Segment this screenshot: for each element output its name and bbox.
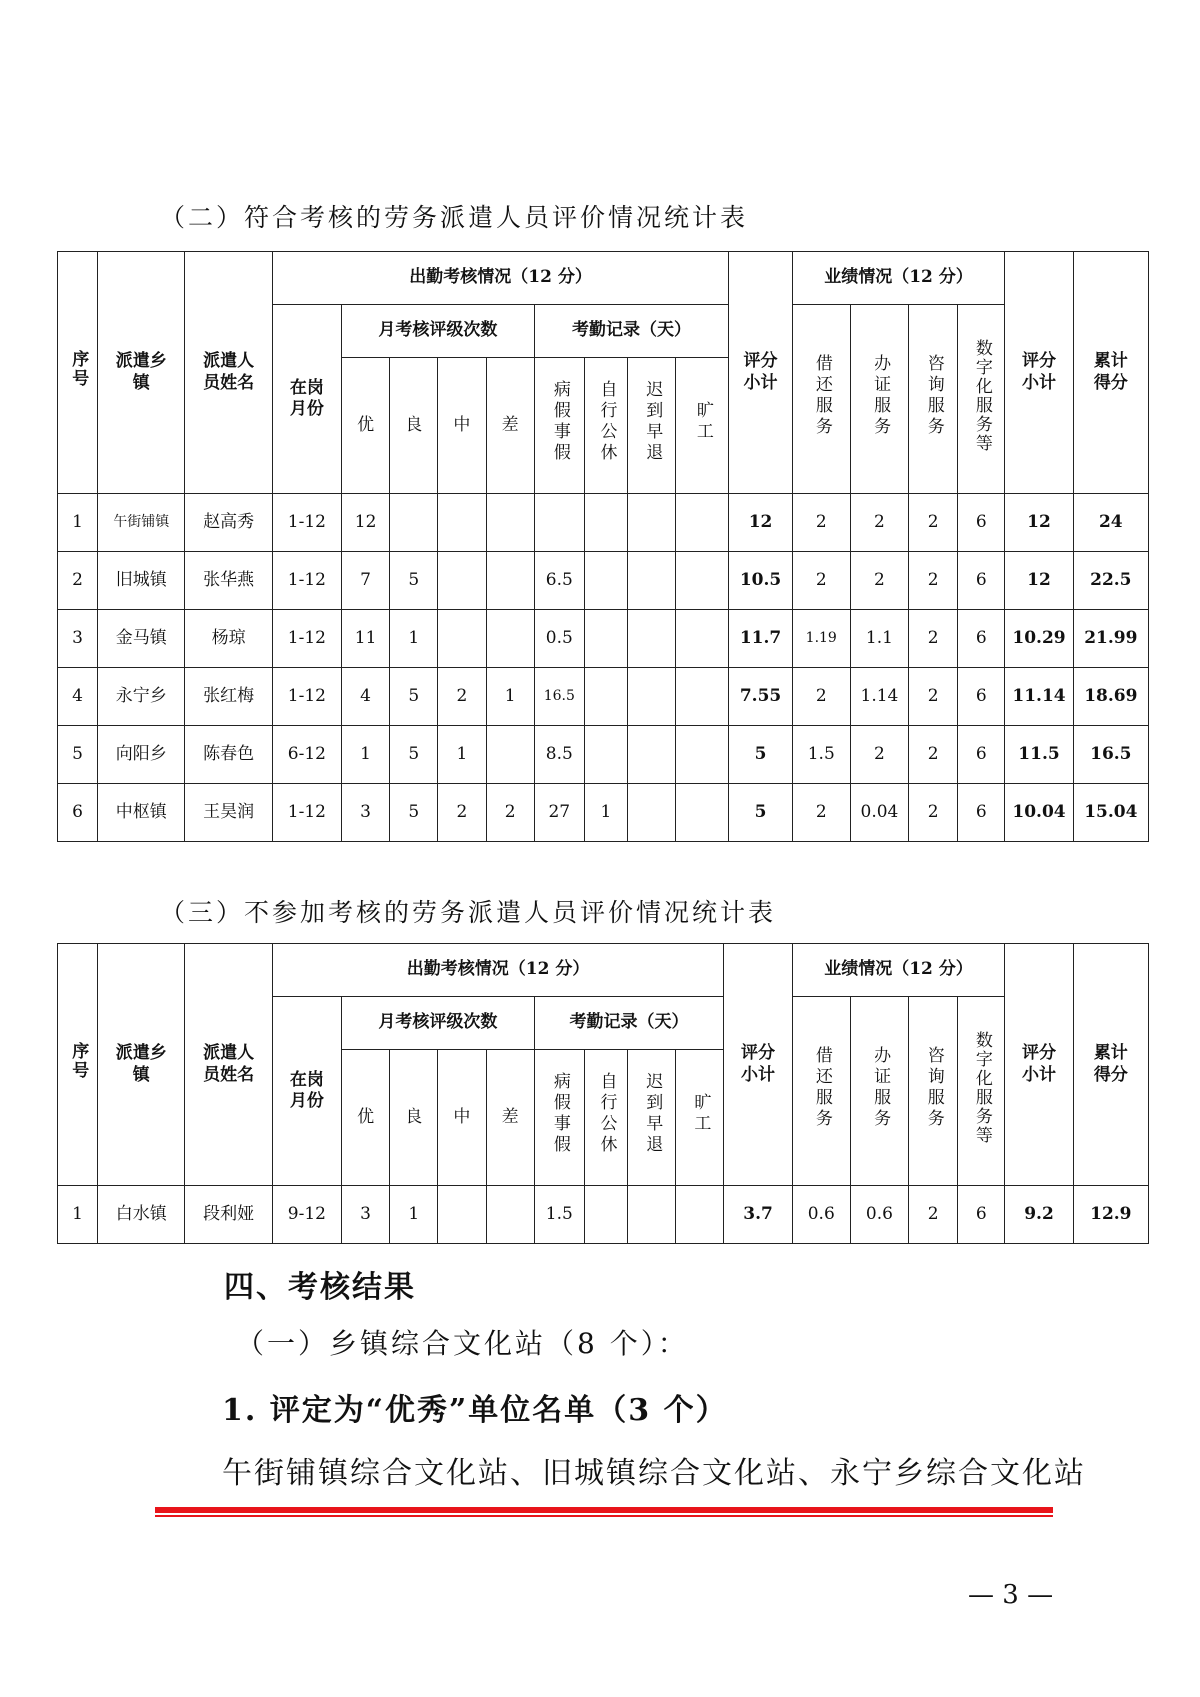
header-self-rest: 自行公休: [584, 1050, 627, 1186]
cell-borrow: 2: [792, 668, 850, 726]
table-row: [58, 784, 1149, 842]
cell-liang: 5: [390, 668, 438, 726]
cell-att_sub: 10.5: [729, 552, 792, 610]
cell-you: 3: [342, 784, 390, 842]
header-zhong: 中: [438, 1050, 486, 1186]
cell-borrow: 2: [792, 494, 850, 552]
header-certificate: 办证服务: [850, 305, 908, 494]
cell-total: 22.5: [1073, 552, 1148, 610]
cell-absent: [676, 610, 729, 668]
header-late-early: 迟到早退: [628, 1050, 676, 1186]
cell-borrow: 2: [792, 784, 850, 842]
cell-absent: [676, 668, 729, 726]
header-att-subtotal: 评分小计: [729, 252, 792, 494]
cell-cert: 0.6: [850, 1186, 908, 1244]
header-attendance: 出勤考核情况（12 分）: [272, 944, 724, 997]
header-town: 派遣乡镇: [98, 944, 185, 1186]
cell-digital: 6: [958, 668, 1005, 726]
cell-name: 张红梅: [185, 668, 272, 726]
cell-late: [628, 552, 676, 610]
cell-seq: 2: [58, 552, 98, 610]
cell-cha: [486, 1186, 534, 1244]
cell-late: [628, 726, 676, 784]
cell-liang: 5: [390, 552, 438, 610]
header-months: 在岗月份: [272, 997, 341, 1186]
qualified-staff-table: [57, 251, 1149, 842]
header-total: 累计得分: [1073, 252, 1148, 494]
cell-you: 11: [342, 610, 390, 668]
cell-months: 1-12: [272, 610, 341, 668]
cell-months: 1-12: [272, 494, 341, 552]
header-you: 优: [342, 1050, 390, 1186]
cell-self: 1: [584, 784, 627, 842]
cell-seq: 3: [58, 610, 98, 668]
header-consult: 咨询服务: [909, 997, 958, 1186]
cell-town: 旧城镇: [98, 552, 185, 610]
cell-name: 段利娅: [185, 1186, 272, 1244]
cell-sick: 6.5: [534, 552, 584, 610]
cell-total: 18.69: [1073, 668, 1148, 726]
cell-zhong: [438, 610, 486, 668]
cell-cha: [486, 494, 534, 552]
cell-self: [584, 668, 627, 726]
cell-borrow: 1.5: [792, 726, 850, 784]
cell-cha: 1: [486, 668, 534, 726]
cell-town: 向阳乡: [98, 726, 185, 784]
cell-sick: 1.5: [534, 1186, 584, 1244]
cell-absent: [676, 552, 729, 610]
header-attendance: 出勤考核情况（12 分）: [272, 252, 729, 305]
cell-self: [584, 1186, 627, 1244]
cell-seq: 1: [58, 1186, 98, 1244]
cell-liang: 1: [390, 1186, 438, 1244]
cell-cha: [486, 552, 534, 610]
cell-cert: 2: [850, 494, 908, 552]
cell-att_sub: 11.7: [729, 610, 792, 668]
header-absent: 旷工: [676, 1050, 724, 1186]
cell-name: 王昊润: [185, 784, 272, 842]
table-row: [58, 552, 1149, 610]
cell-absent: [676, 1186, 724, 1244]
cell-name: 杨琼: [185, 610, 272, 668]
header-cha: 差: [486, 358, 534, 494]
header-liang: 良: [390, 1050, 438, 1186]
cell-borrow: 0.6: [792, 1186, 850, 1244]
cell-total: 21.99: [1073, 610, 1148, 668]
cell-sick: 16.5: [534, 668, 584, 726]
cell-perf_sub: 9.2: [1005, 1186, 1073, 1244]
cell-total: 12.9: [1073, 1186, 1148, 1244]
cell-months: 9-12: [272, 1186, 341, 1244]
cell-consult: 2: [909, 552, 958, 610]
header-perf-subtotal: 评分小计: [1005, 252, 1073, 494]
header-monthly-rating: 月考核评级次数: [342, 997, 535, 1050]
table-row: [58, 610, 1149, 668]
cell-att_sub: 3.7: [724, 1186, 792, 1244]
cell-liang: 1: [390, 610, 438, 668]
cell-town: 午街铺镇: [98, 494, 185, 552]
header-borrow: 借还服务: [792, 305, 850, 494]
cell-total: 16.5: [1073, 726, 1148, 784]
cell-self: [584, 494, 627, 552]
header-you: 优: [342, 358, 390, 494]
cell-seq: 4: [58, 668, 98, 726]
cell-zhong: [438, 552, 486, 610]
cell-sick: 27: [534, 784, 584, 842]
header-consult: 咨询服务: [909, 305, 958, 494]
header-performance: 业绩情况（12 分）: [792, 944, 1005, 997]
subheading-township-stations: （一）乡镇综合文化站（8 个）：: [236, 1327, 689, 1360]
non-assessed-staff-table: [57, 943, 1149, 1244]
cell-seq: 1: [58, 494, 98, 552]
header-months: 在岗月份: [272, 305, 341, 494]
cell-self: [584, 726, 627, 784]
cell-cert: 1.1: [850, 610, 908, 668]
cell-late: [628, 784, 676, 842]
cell-you: 4: [342, 668, 390, 726]
cell-town: 中枢镇: [98, 784, 185, 842]
header-late-early: 迟到早退: [628, 358, 676, 494]
table-row: [58, 494, 1149, 552]
cell-absent: [676, 784, 729, 842]
header-total: 累计得分: [1073, 944, 1148, 1186]
cell-consult: 2: [909, 610, 958, 668]
cell-name: 张华燕: [185, 552, 272, 610]
table-row: [58, 668, 1149, 726]
header-cha: 差: [486, 1050, 534, 1186]
header-sick-leave: 病假事假: [534, 1050, 584, 1186]
cell-consult: 2: [909, 668, 958, 726]
red-rule-thin: [155, 1515, 1053, 1517]
header-liang: 良: [390, 358, 438, 494]
header-digital: 数字化服务等: [958, 305, 1005, 494]
header-sick-leave: 病假事假: [534, 358, 584, 494]
cell-digital: 6: [958, 494, 1005, 552]
header-perf-subtotal: 评分小计: [1005, 944, 1073, 1186]
cell-perf_sub: 11.5: [1005, 726, 1073, 784]
cell-borrow: 2: [792, 552, 850, 610]
cell-att_sub: 5: [729, 726, 792, 784]
cell-name: 赵高秀: [185, 494, 272, 552]
cell-late: [628, 494, 676, 552]
cell-self: [584, 610, 627, 668]
cell-late: [628, 668, 676, 726]
heading-assessment-results: 四、考核结果: [224, 1270, 416, 1305]
header-absent: 旷工: [676, 358, 729, 494]
cell-consult: 2: [909, 726, 958, 784]
cell-months: 1-12: [272, 668, 341, 726]
cell-zhong: [438, 1186, 486, 1244]
cell-total: 24: [1073, 494, 1148, 552]
cell-seq: 5: [58, 726, 98, 784]
cell-late: [628, 1186, 676, 1244]
cell-months: 1-12: [272, 784, 341, 842]
cell-consult: 2: [909, 494, 958, 552]
page-number: — 3 —: [968, 1580, 1054, 1610]
cell-consult: 2: [909, 784, 958, 842]
cell-sick: 8.5: [534, 726, 584, 784]
cell-liang: 5: [390, 784, 438, 842]
cell-zhong: [438, 494, 486, 552]
cell-cha: 2: [486, 784, 534, 842]
item-excellent-units: 1. 评定为“优秀”单位名单（3 个）: [222, 1393, 728, 1428]
header-zhong: 中: [438, 358, 486, 494]
cell-town: 白水镇: [98, 1186, 185, 1244]
cell-cert: 1.14: [850, 668, 908, 726]
cell-seq: 6: [58, 784, 98, 842]
cell-perf_sub: 10.04: [1005, 784, 1073, 842]
cell-name: 陈春色: [185, 726, 272, 784]
cell-you: 3: [342, 1186, 390, 1244]
cell-consult: 2: [909, 1186, 958, 1244]
cell-att_sub: 5: [729, 784, 792, 842]
header-town: 派遣乡镇: [98, 252, 185, 494]
header-name: 派遣人员姓名: [185, 252, 272, 494]
cell-absent: [676, 726, 729, 784]
cell-cert: 2: [850, 552, 908, 610]
section3-title: （三）不参加考核的劳务派遣人员评价情况统计表: [160, 898, 777, 927]
cell-sick: 0.5: [534, 610, 584, 668]
cell-att_sub: 7.55: [729, 668, 792, 726]
header-digital: 数字化服务等: [958, 997, 1005, 1186]
section2-title: （二）符合考核的劳务派遣人员评价情况统计表: [160, 203, 749, 232]
header-name: 派遣人员姓名: [185, 944, 272, 1186]
header-seq: 序号: [58, 944, 98, 1186]
header-monthly-rating: 月考核评级次数: [342, 305, 535, 358]
table-row: [58, 726, 1149, 784]
cell-town: 金马镇: [98, 610, 185, 668]
cell-att_sub: 12: [729, 494, 792, 552]
red-rule: [155, 1507, 1053, 1513]
header-self-rest: 自行公休: [584, 358, 627, 494]
cell-zhong: 2: [438, 668, 486, 726]
cell-liang: [390, 494, 438, 552]
cell-months: 1-12: [272, 552, 341, 610]
header-performance: 业绩情况（12 分）: [792, 252, 1005, 305]
header-certificate: 办证服务: [850, 997, 908, 1186]
cell-cha: [486, 610, 534, 668]
cell-you: 1: [342, 726, 390, 784]
cell-perf_sub: 11.14: [1005, 668, 1073, 726]
cell-zhong: 2: [438, 784, 486, 842]
cell-late: [628, 610, 676, 668]
cell-perf_sub: 10.29: [1005, 610, 1073, 668]
cell-cert: 2: [850, 726, 908, 784]
cell-cert: 0.04: [850, 784, 908, 842]
cell-digital: 6: [958, 726, 1005, 784]
header-seq: 序号: [58, 252, 98, 494]
table-row: [58, 1186, 1149, 1244]
cell-months: 6-12: [272, 726, 341, 784]
cell-zhong: 1: [438, 726, 486, 784]
cell-total: 15.04: [1073, 784, 1148, 842]
cell-cha: [486, 726, 534, 784]
cell-liang: 5: [390, 726, 438, 784]
header-attendance-record: 考勤记录（天）: [534, 305, 729, 358]
cell-borrow: 1.19: [792, 610, 850, 668]
cell-self: [584, 552, 627, 610]
cell-town: 永宁乡: [98, 668, 185, 726]
header-borrow: 借还服务: [792, 997, 850, 1186]
header-att-subtotal: 评分小计: [724, 944, 792, 1186]
cell-perf_sub: 12: [1005, 552, 1073, 610]
cell-perf_sub: 12: [1005, 494, 1073, 552]
cell-absent: [676, 494, 729, 552]
cell-you: 12: [342, 494, 390, 552]
cell-digital: 6: [958, 610, 1005, 668]
cell-digital: 6: [958, 1186, 1005, 1244]
cell-sick: [534, 494, 584, 552]
excellent-units-list: 午街铺镇综合文化站、旧城镇综合文化站、永宁乡综合文化站: [222, 1456, 1086, 1491]
cell-you: 7: [342, 552, 390, 610]
cell-digital: 6: [958, 552, 1005, 610]
header-attendance-record: 考勤记录（天）: [534, 997, 724, 1050]
cell-digital: 6: [958, 784, 1005, 842]
